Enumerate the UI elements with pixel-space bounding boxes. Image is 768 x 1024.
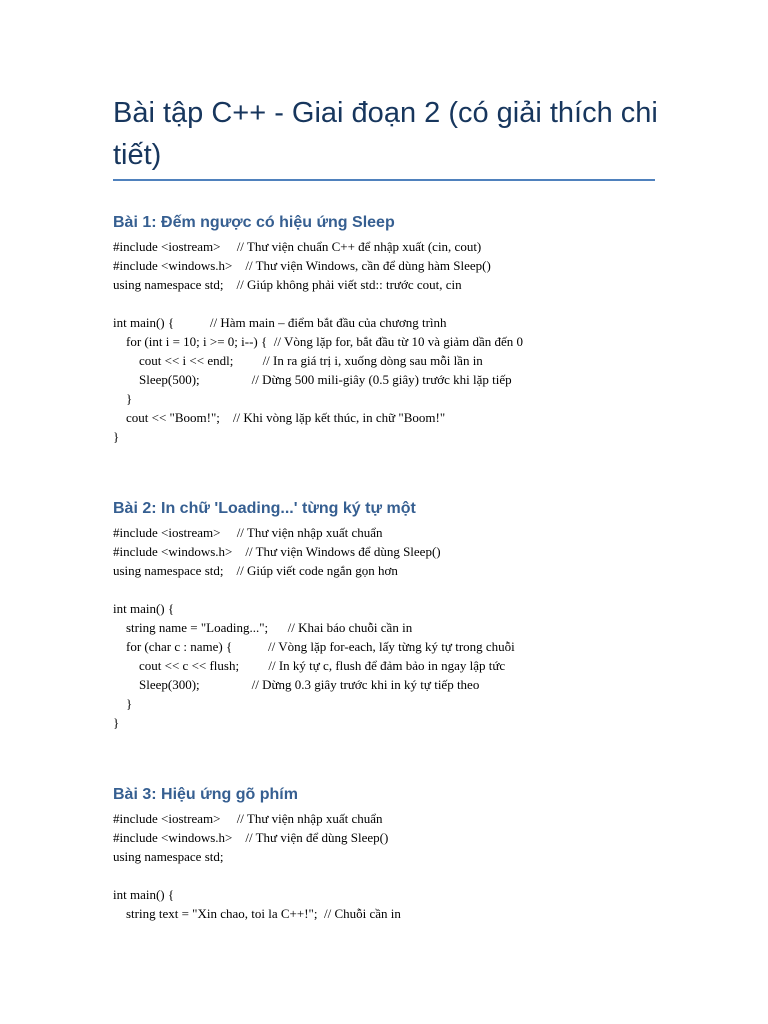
- code-block: [113, 523, 713, 732]
- code-line: Sleep(500); // Dừng 500 mili-giây (0.5 giây) trước khi lặp tiếp: [113, 372, 512, 387]
- code-line: int main() { // Hàm main – điểm bắt đầu của chương trình: [113, 315, 447, 330]
- code-block: [113, 237, 713, 446]
- code-line: [113, 294, 713, 313]
- exercise-1: [113, 212, 713, 446]
- code-line: #include <windows.h> // Thư viện để dùng Sleep(): [113, 830, 389, 845]
- code-line: #include <iostream> // Thư viện chuẩn C++ để nhập xuất (cin, cout): [113, 239, 482, 254]
- code-line: }: [113, 696, 133, 711]
- code-line: #include <windows.h> // Thư viện Windows để dùng Sleep(): [113, 544, 441, 559]
- code-line: [113, 580, 713, 599]
- exercise-heading: Bài 2: In chữ 'Loading...' từng ký tự một: [113, 500, 416, 517]
- code-line: cout << c << flush; // In ký tự c, flush để đảm bảo in ngay lập tức: [113, 658, 506, 673]
- code-block: [113, 809, 713, 923]
- exercise-2: [113, 498, 713, 732]
- code-line: int main() {: [113, 887, 175, 902]
- code-line: int main() {: [113, 601, 175, 616]
- code-line: }: [113, 715, 120, 730]
- code-line: string text = "Xin chao, toi la C++!"; // Chuỗi cần in: [113, 906, 401, 921]
- code-line: Sleep(300); // Dừng 0.3 giây trước khi in ký tự tiếp theo: [113, 677, 480, 692]
- code-line: #include <windows.h> // Thư viện Windows, cần để dùng hàm Sleep(): [113, 258, 491, 273]
- code-line: for (char c : name) { // Vòng lặp for-each, lấy từng ký tự trong chuỗi: [113, 639, 515, 654]
- code-line: cout << i << endl; // In ra giá trị i, xuống dòng sau mỗi lần in: [113, 353, 483, 368]
- code-line: string name = "Loading..."; // Khai báo chuỗi cần in: [113, 620, 413, 635]
- page-title: Bài tập C++ - Giai đoạn 2 (có giải thích chi tiết): [113, 97, 658, 171]
- title-divider: [113, 179, 655, 181]
- code-line: using namespace std;: [113, 849, 224, 864]
- exercise-heading: Bài 3: Hiệu ứng gõ phím: [113, 786, 298, 803]
- code-line: cout << "Boom!"; // Khi vòng lặp kết thúc, in chữ "Boom!": [113, 410, 446, 425]
- code-line: }: [113, 429, 120, 444]
- code-line: using namespace std; // Giúp không phải viết std:: trước cout, cin: [113, 277, 462, 292]
- code-line: }: [113, 391, 133, 406]
- exercise-3: [113, 784, 713, 923]
- code-line: [113, 866, 713, 885]
- code-line: using namespace std; // Giúp viết code ngắn gọn hơn: [113, 563, 398, 578]
- code-line: #include <iostream> // Thư viện nhập xuất chuẩn: [113, 811, 383, 826]
- exercise-heading: Bài 1: Đếm ngược có hiệu ứng Sleep: [113, 214, 395, 231]
- code-line: #include <iostream> // Thư viện nhập xuất chuẩn: [113, 525, 383, 540]
- code-line: for (int i = 10; i >= 0; i--) { // Vòng lặp for, bắt đầu từ 10 và giảm dần đến 0: [113, 334, 524, 349]
